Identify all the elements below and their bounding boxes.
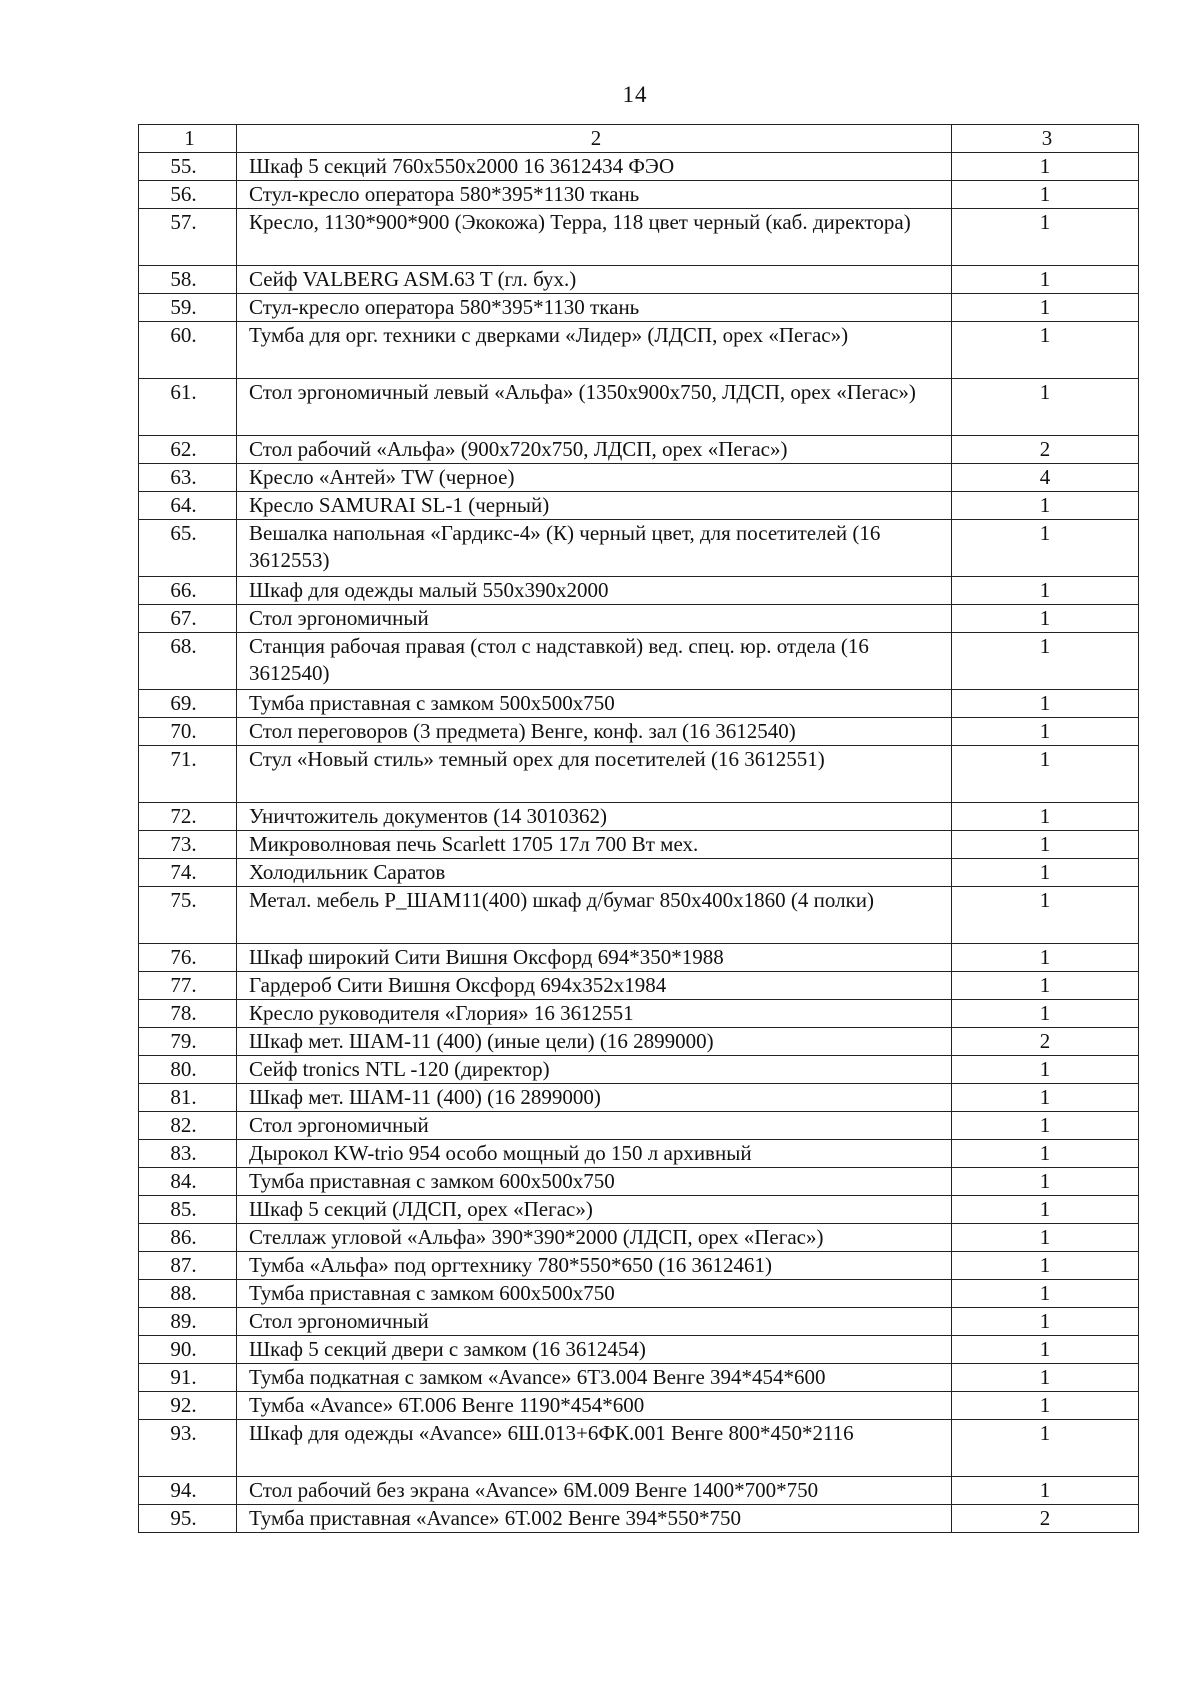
row-number: 76. (139, 944, 237, 972)
inventory-table (138, 124, 1139, 1533)
row-number: 81. (139, 1084, 237, 1112)
row-number: 56. (139, 181, 237, 209)
row-number: 95. (139, 1505, 237, 1533)
item-quantity: 1 (952, 1084, 1139, 1112)
item-quantity: 1 (952, 322, 1139, 379)
table-row (139, 1000, 1139, 1028)
item-name: Стол эргономичный (237, 1112, 952, 1140)
item-quantity: 1 (952, 1140, 1139, 1168)
table-row (139, 1364, 1139, 1392)
table-row (139, 464, 1139, 492)
item-name: Тумба приставная с замком 600х500х750 (237, 1280, 952, 1308)
item-name: Тумба приставная с замком 500х500х750 (237, 690, 952, 718)
item-quantity: 1 (952, 605, 1139, 633)
item-name: Кресло «Антей» TW (черное) (237, 464, 952, 492)
item-quantity: 1 (952, 1196, 1139, 1224)
item-name: Стол переговоров (3 предмета) Венге, конф. зал (16 3612540) (237, 718, 952, 746)
item-quantity: 2 (952, 1028, 1139, 1056)
row-number: 78. (139, 1000, 237, 1028)
item-name: Вешалка напольная «Гардикс-4» (К) черный цвет, для посетителей (16 3612553) (237, 520, 952, 577)
table-row (139, 690, 1139, 718)
item-name: Уничтожитель документов (14 3010362) (237, 803, 952, 831)
table-row (139, 1252, 1139, 1280)
table-row (139, 1112, 1139, 1140)
table-row (139, 1477, 1139, 1505)
item-name: Микроволновая печь Scarlett 1705 17л 700 Вт мех. (237, 831, 952, 859)
row-number: 67. (139, 605, 237, 633)
row-number: 61. (139, 379, 237, 436)
table-row (139, 492, 1139, 520)
row-number: 55. (139, 153, 237, 181)
item-quantity: 1 (952, 1308, 1139, 1336)
table-row (139, 153, 1139, 181)
table-row (139, 520, 1139, 577)
row-number: 90. (139, 1336, 237, 1364)
item-name: Стол эргономичный (237, 1308, 952, 1336)
item-name: Шкаф 5 секций двери с замком (16 3612454) (237, 1336, 952, 1364)
header-col-2: 2 (237, 125, 952, 153)
row-number: 83. (139, 1140, 237, 1168)
item-name: Шкаф для одежды «Avance» 6Ш.013+6ФК.001 Венге 800*450*2116 (237, 1420, 952, 1477)
item-quantity: 1 (952, 1420, 1139, 1477)
table-row (139, 1280, 1139, 1308)
table-row (139, 266, 1139, 294)
item-name: Сейф tronics NTL -120 (директор) (237, 1056, 952, 1084)
item-name: Гардероб Сити Вишня Оксфорд 694х352х1984 (237, 972, 952, 1000)
item-quantity: 1 (952, 1364, 1139, 1392)
item-quantity: 1 (952, 718, 1139, 746)
row-number: 62. (139, 436, 237, 464)
table-row (139, 746, 1139, 803)
item-quantity: 1 (952, 379, 1139, 436)
item-name: Сейф VALBERG ASM.63 T (гл. бух.) (237, 266, 952, 294)
item-quantity: 1 (952, 633, 1139, 690)
item-quantity: 1 (952, 831, 1139, 859)
item-quantity: 1 (952, 1252, 1139, 1280)
table-header-row (139, 125, 1139, 153)
table-row (139, 209, 1139, 266)
row-number: 57. (139, 209, 237, 266)
item-quantity: 1 (952, 803, 1139, 831)
item-name: Стол рабочий «Альфа» (900х720х750, ЛДСП, орех «Пегас») (237, 436, 952, 464)
row-number: 72. (139, 803, 237, 831)
item-name: Дырокол KW-trio 954 особо мощный до 150 л архивный (237, 1140, 952, 1168)
table-row (139, 831, 1139, 859)
item-quantity: 1 (952, 1112, 1139, 1140)
item-name: Стол эргономичный левый «Альфа» (1350х900х750, ЛДСП, орех «Пегас») (237, 379, 952, 436)
table-row (139, 1420, 1139, 1477)
item-quantity: 1 (952, 746, 1139, 803)
item-name: Шкаф широкий Сити Вишня Оксфорд 694*350*1988 (237, 944, 952, 972)
row-number: 86. (139, 1224, 237, 1252)
item-name: Стол рабочий без экрана «Avance» 6М.009 Венге 1400*700*750 (237, 1477, 952, 1505)
table-row (139, 1140, 1139, 1168)
row-number: 60. (139, 322, 237, 379)
item-quantity: 2 (952, 436, 1139, 464)
table-row (139, 859, 1139, 887)
table-row (139, 944, 1139, 972)
header-col-1: 1 (139, 125, 237, 153)
item-quantity: 1 (952, 1280, 1139, 1308)
row-number: 88. (139, 1280, 237, 1308)
item-name: Тумба для орг. техники с дверками «Лидер» (ЛДСП, орех «Пегас») (237, 322, 952, 379)
table-row (139, 379, 1139, 436)
item-name: Стул «Новый стиль» темный орех для посетителей (16 3612551) (237, 746, 952, 803)
table-row (139, 1196, 1139, 1224)
item-quantity: 1 (952, 153, 1139, 181)
item-name: Метал. мебель Р_ШАМ11(400) шкаф д/бумаг 850х400х1860 (4 полки) (237, 887, 952, 944)
item-name: Кресло SAMURAI SL-1 (черный) (237, 492, 952, 520)
item-quantity: 1 (952, 209, 1139, 266)
row-number: 92. (139, 1392, 237, 1420)
row-number: 66. (139, 577, 237, 605)
row-number: 77. (139, 972, 237, 1000)
table-row (139, 605, 1139, 633)
table-row (139, 718, 1139, 746)
item-quantity: 4 (952, 464, 1139, 492)
table-row (139, 1308, 1139, 1336)
item-quantity: 1 (952, 1477, 1139, 1505)
row-number: 80. (139, 1056, 237, 1084)
table-row (139, 1056, 1139, 1084)
row-number: 73. (139, 831, 237, 859)
table-row (139, 436, 1139, 464)
table-row (139, 322, 1139, 379)
item-quantity: 1 (952, 492, 1139, 520)
row-number: 70. (139, 718, 237, 746)
item-quantity: 1 (952, 1000, 1139, 1028)
row-number: 58. (139, 266, 237, 294)
item-quantity: 1 (952, 181, 1139, 209)
item-quantity: 1 (952, 1056, 1139, 1084)
row-number: 87. (139, 1252, 237, 1280)
item-quantity: 1 (952, 1392, 1139, 1420)
item-quantity: 1 (952, 859, 1139, 887)
item-name: Тумба приставная с замком 600х500х750 (237, 1168, 952, 1196)
table-row (139, 1224, 1139, 1252)
item-name: Тумба «Avance» 6Т.006 Венге 1190*454*600 (237, 1392, 952, 1420)
row-number: 82. (139, 1112, 237, 1140)
inventory-table-body (139, 125, 1139, 1533)
row-number: 91. (139, 1364, 237, 1392)
item-quantity: 1 (952, 1168, 1139, 1196)
table-row (139, 1392, 1139, 1420)
table-row (139, 294, 1139, 322)
inventory-table-container (138, 124, 1138, 1533)
row-number: 85. (139, 1196, 237, 1224)
row-number: 79. (139, 1028, 237, 1056)
item-quantity: 1 (952, 887, 1139, 944)
item-name: Шкаф мет. ШАМ-11 (400) (16 2899000) (237, 1084, 952, 1112)
item-name: Холодильник Саратов (237, 859, 952, 887)
item-quantity: 1 (952, 294, 1139, 322)
table-row (139, 972, 1139, 1000)
table-row (139, 887, 1139, 944)
row-number: 69. (139, 690, 237, 718)
item-quantity: 1 (952, 972, 1139, 1000)
item-name: Тумба подкатная с замком «Avance» 6Т3.004 Венге 394*454*600 (237, 1364, 952, 1392)
item-name: Шкаф мет. ШАМ-11 (400) (иные цели) (16 2899000) (237, 1028, 952, 1056)
item-name: Шкаф для одежды малый 550х390х2000 (237, 577, 952, 605)
row-number: 65. (139, 520, 237, 577)
row-number: 75. (139, 887, 237, 944)
item-quantity: 1 (952, 1336, 1139, 1364)
item-name: Кресло, 1130*900*900 (Экокожа) Терра, 118 цвет черный (каб. директора) (237, 209, 952, 266)
table-row (139, 1505, 1139, 1533)
table-row (139, 1336, 1139, 1364)
table-row (139, 1168, 1139, 1196)
item-quantity: 1 (952, 577, 1139, 605)
table-row (139, 1028, 1139, 1056)
table-row (139, 633, 1139, 690)
item-name: Кресло руководителя «Глория» 16 3612551 (237, 1000, 952, 1028)
row-number: 59. (139, 294, 237, 322)
page-number: 14 (622, 82, 648, 107)
row-number: 89. (139, 1308, 237, 1336)
item-name: Шкаф 5 секций (ЛДСП, орех «Пегас») (237, 1196, 952, 1224)
item-name: Стол эргономичный (237, 605, 952, 633)
item-name: Шкаф 5 секций 760х550х2000 16 3612434 ФЭО (237, 153, 952, 181)
item-quantity: 1 (952, 944, 1139, 972)
row-number: 74. (139, 859, 237, 887)
row-number: 94. (139, 1477, 237, 1505)
table-row (139, 1084, 1139, 1112)
header-col-3: 3 (952, 125, 1139, 153)
item-quantity: 1 (952, 266, 1139, 294)
row-number: 84. (139, 1168, 237, 1196)
row-number: 71. (139, 746, 237, 803)
row-number: 93. (139, 1420, 237, 1477)
item-name: Стул-кресло оператора 580*395*1130 ткань (237, 294, 952, 322)
item-name: Стул-кресло оператора 580*395*1130 ткань (237, 181, 952, 209)
item-name: Тумба приставная «Avance» 6Т.002 Венге 394*550*750 (237, 1505, 952, 1533)
item-quantity: 1 (952, 1224, 1139, 1252)
table-row (139, 803, 1139, 831)
item-quantity: 2 (952, 1505, 1139, 1533)
row-number: 64. (139, 492, 237, 520)
table-row (139, 181, 1139, 209)
item-name: Станция рабочая правая (стол с надставкой) вед. спец. юр. отдела (16 3612540) (237, 633, 952, 690)
row-number: 68. (139, 633, 237, 690)
item-name: Стеллаж угловой «Альфа» 390*390*2000 (ЛДСП, орех «Пегас») (237, 1224, 952, 1252)
item-name: Тумба «Альфа» под оргтехнику 780*550*650 (16 3612461) (237, 1252, 952, 1280)
item-quantity: 1 (952, 520, 1139, 577)
table-row (139, 577, 1139, 605)
row-number: 63. (139, 464, 237, 492)
item-quantity: 1 (952, 690, 1139, 718)
